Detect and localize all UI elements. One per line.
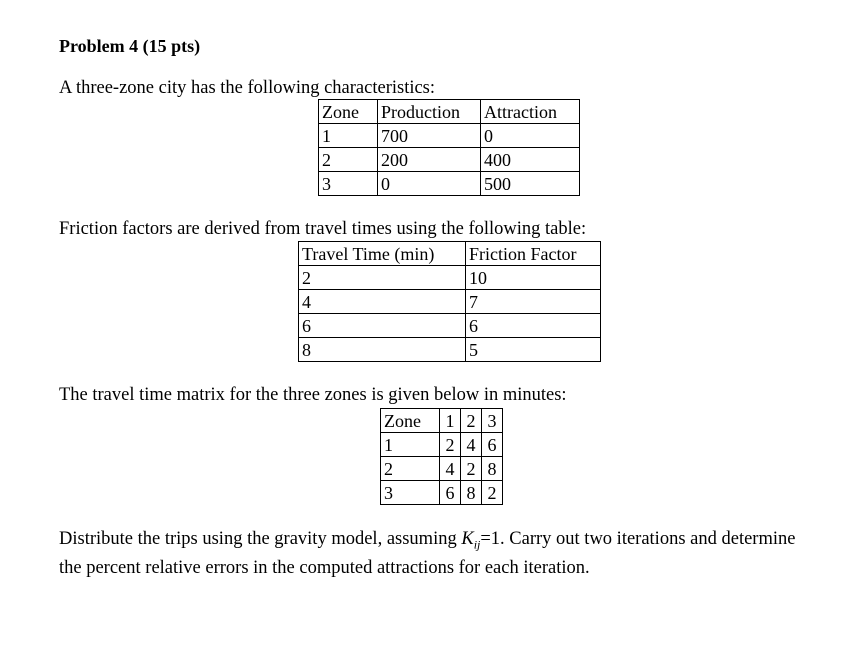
table-row <box>381 481 503 505</box>
table-cell: 2 <box>299 266 466 290</box>
table-cell: 200 <box>378 148 481 172</box>
table-row <box>319 172 580 196</box>
header-zone-1: 1 <box>440 409 461 433</box>
friction-intro-text: Friction factors are derived from travel times using the following table: <box>59 219 587 239</box>
table-cell: 6 <box>482 433 503 457</box>
table-cell: 5 <box>466 338 601 362</box>
table-cell: 0 <box>481 124 580 148</box>
table-cell: 6 <box>466 314 601 338</box>
table-cell: 2 <box>461 457 482 481</box>
table-cell: 3 <box>319 172 378 196</box>
table-cell: 4 <box>461 433 482 457</box>
header-production: Production <box>378 100 481 124</box>
table-cell: 8 <box>461 481 482 505</box>
table-row <box>299 290 601 314</box>
header-zone-3: 3 <box>482 409 503 433</box>
matrix-intro-text: The travel time matrix for the three zones is given below in minutes: <box>59 385 567 405</box>
table-cell: 500 <box>481 172 580 196</box>
table-cell: 6 <box>440 481 461 505</box>
intro-text: A three-zone city has the following characteristics: <box>59 78 436 98</box>
table-cell: 2 <box>319 148 378 172</box>
table-cell: 2 <box>482 481 503 505</box>
table-row <box>299 314 601 338</box>
zones-table <box>318 99 580 196</box>
table-header-row <box>381 409 503 433</box>
table-row <box>319 124 580 148</box>
header-zone-2: 2 <box>461 409 482 433</box>
task-text-part1: Distribute the trips using the gravity model, assuming <box>59 529 462 549</box>
table-header-row <box>299 242 601 266</box>
table-cell: 10 <box>466 266 601 290</box>
header-zone: Zone <box>319 100 378 124</box>
table-cell: 8 <box>299 338 466 362</box>
header-attraction: Attraction <box>481 100 580 124</box>
k-symbol: K <box>461 529 474 549</box>
friction-table <box>298 241 601 362</box>
travel-time-matrix <box>380 408 503 505</box>
table-cell: 6 <box>299 314 466 338</box>
task-text <box>59 528 799 580</box>
table-row <box>299 338 601 362</box>
table-row <box>381 433 503 457</box>
table-row <box>299 266 601 290</box>
table-cell: 4 <box>299 290 466 314</box>
table-cell: 1 <box>319 124 378 148</box>
table-cell: 3 <box>381 481 440 505</box>
table-cell: 4 <box>440 457 461 481</box>
header-friction-factor: Friction Factor <box>466 242 601 266</box>
task-text-part2: =1. Carry out two iterations and determine the percent relative errors in the computed attractions for each iteration. <box>59 529 796 578</box>
table-cell: 2 <box>440 433 461 457</box>
table-cell: 1 <box>381 433 440 457</box>
table-row <box>319 148 580 172</box>
table-row <box>381 457 503 481</box>
table-cell: 400 <box>481 148 580 172</box>
header-zone: Zone <box>381 409 440 433</box>
table-header-row <box>319 100 580 124</box>
table-cell: 2 <box>381 457 440 481</box>
problem-title: Problem 4 (15 pts) <box>59 36 201 56</box>
table-cell: 700 <box>378 124 481 148</box>
table-cell: 8 <box>482 457 503 481</box>
table-cell: 0 <box>378 172 481 196</box>
k-subscript: ij <box>473 537 481 552</box>
table-cell: 7 <box>466 290 601 314</box>
header-travel-time: Travel Time (min) <box>299 242 466 266</box>
